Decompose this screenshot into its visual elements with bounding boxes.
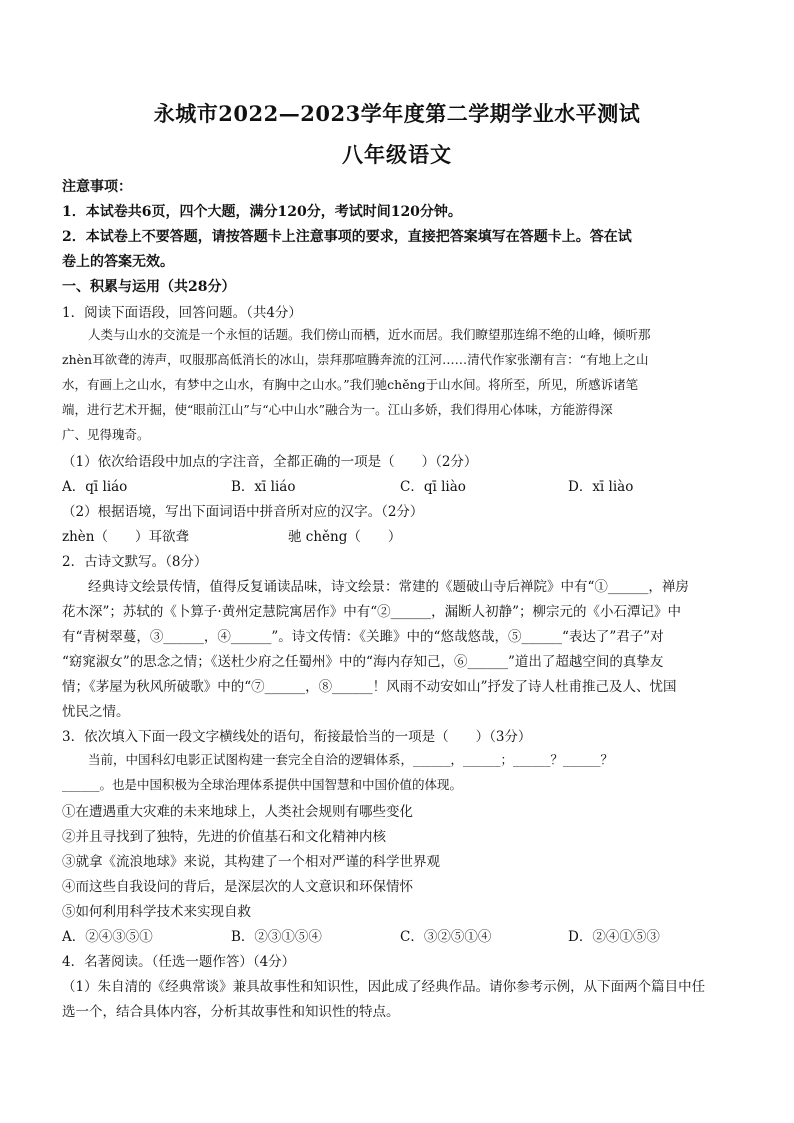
option-a: A．qī liáo <box>62 479 128 495</box>
notice-item-2a: 2．本试卷上不要答题，请按答题卡上注意事项的要求，直接把答案填写在答题卡上。答在试 <box>62 229 632 245</box>
question-3-item: ⑤如何利用科学技术来实现自救 <box>62 904 251 920</box>
notice-item-1: 1．本试卷共6页，四个大题，满分120分，考试时间120分钟。 <box>62 204 462 220</box>
section-heading: 一、积累与运用（共28分） <box>62 279 236 295</box>
pinyin-item-1: zhèn（ ）耳欲聋 <box>62 529 189 545</box>
question-1-passage-line: 端，进行艺术开掘，使“眼前江山”与“心中山水”融合为一。江山多娇，我们得用心体味，方能游得深 <box>62 402 613 417</box>
question-4-stem: 4．名著阅读。（任选一题作答）（4分） <box>62 954 296 970</box>
exam-subtitle: 八年级语文 <box>342 142 452 167</box>
question-2-line: “窈窕淑女”的思念之情；《送杜少府之任蜀州》中的“海内存知己，⑥______”道出了超越空间的真挚友 <box>62 654 664 670</box>
question-4-sub-1b: 选一个，结合具体内容，分析其故事性和知识性的特点。 <box>62 1004 400 1020</box>
option-c: C．qī liào <box>400 479 466 495</box>
exam-title: 永城市2022—2023学年度第二学期学业水平测试 <box>153 101 641 126</box>
question-2-line: 花木深”；苏轼的《卜算子·黄州定慧院寓居作》中有“②______，漏断人初静”；柳宗元的《小石潭记》中 <box>62 604 681 620</box>
question-3-item: ①在遭遇重大灾难的未来地球上，人类社会规则有哪些变化 <box>62 804 413 820</box>
question-2-line: 有“青树翠蔓，③______，④______”。诗文传情：《关雎》中的“悠哉悠哉，⑤______“表达了”君子”对 <box>62 629 664 645</box>
question-3-passage-line: 当前，中国科幻电影正试图构建一套完全自洽的逻辑体系，______，______；______？______？ <box>88 752 614 767</box>
notice-heading: 注意事项： <box>62 179 132 195</box>
question-3-stem: 3．依次填入下面一段文字横线处的语句，衔接最恰当的一项是（ ）（3分） <box>62 729 532 745</box>
option-b: B．②③①⑤④ <box>231 929 322 945</box>
question-3-passage-line: ______。也是中国积极为全球治理体系提供中国智慧和中国价值的体现。 <box>62 777 463 792</box>
question-2-stem: 2．古诗文默写。（8分） <box>62 554 208 570</box>
question-1-passage-line: 水，有画上之山水，有梦中之山水，有胸中之山水。”我们驰chěng于山水间。将所至，所见，所感诉诸笔 <box>62 377 639 392</box>
question-1-sub-2: （2）根据语境，写出下面词语中拼音所对应的汉字。（2分） <box>62 504 424 520</box>
question-2-line: 经典诗文绘景传情，值得反复诵读品味，诗文绘景：常建的《题破山寺后禅院》中有“①______，禅房 <box>88 579 689 595</box>
question-2-line: 忧民之情。 <box>62 704 130 720</box>
option-b: B．xī liáo <box>231 479 296 495</box>
question-3-item: ②并且寻找到了独特，先进的价值基石和文化精神内核 <box>62 829 386 845</box>
question-1-passage-line: zhèn耳欲聋的涛声，叹服那高低消长的冰山，崇拜那喧腾奔流的江河……清代作家张潮有言：“有地上之山 <box>62 352 649 367</box>
question-1-stem: 1．阅读下面语段，回答问题。（共4分） <box>62 305 302 321</box>
question-1-passage-line: 人类与山水的交流是一个永恒的话题。我们傍山而栖，近水而居。我们瞭望那连绵不绝的山峰，倾听那 <box>88 327 651 342</box>
question-3-item: ③就拿《流浪地球》来说，其构建了一个相对严谨的科学世界观 <box>62 854 440 870</box>
option-d: D．xī liào <box>568 479 634 495</box>
option-c: C．③②⑤①④ <box>400 929 492 945</box>
question-4-sub-1a: （1）朱自清的《经典常谈》兼具故事性和知识性，因此成了经典作品。请你参考示例，从下面两个篇目中任 <box>62 979 706 995</box>
question-2-line: 情；《茅屋为秋风所破歌》中的“⑦______，⑧______！风雨不动安如山”抒发了诗人杜甫推己及人、忧国 <box>62 679 677 695</box>
option-d: D．②④①⑤③ <box>568 929 660 945</box>
notice-item-2b: 卷上的答案无效。 <box>62 254 174 270</box>
question-1-passage-line: 广、见得瑰奇。 <box>62 427 150 442</box>
option-a: A．②④③⑤① <box>62 929 153 945</box>
question-1-sub-1: （1）依次给语段中加点的字注音，全都正确的一项是（ ）（2分） <box>62 454 478 470</box>
question-3-item: ④而这些自我设问的背后，是深层次的人文意识和环保情怀 <box>62 879 413 895</box>
pinyin-item-2: 驰 chěng（ ） <box>288 529 402 545</box>
